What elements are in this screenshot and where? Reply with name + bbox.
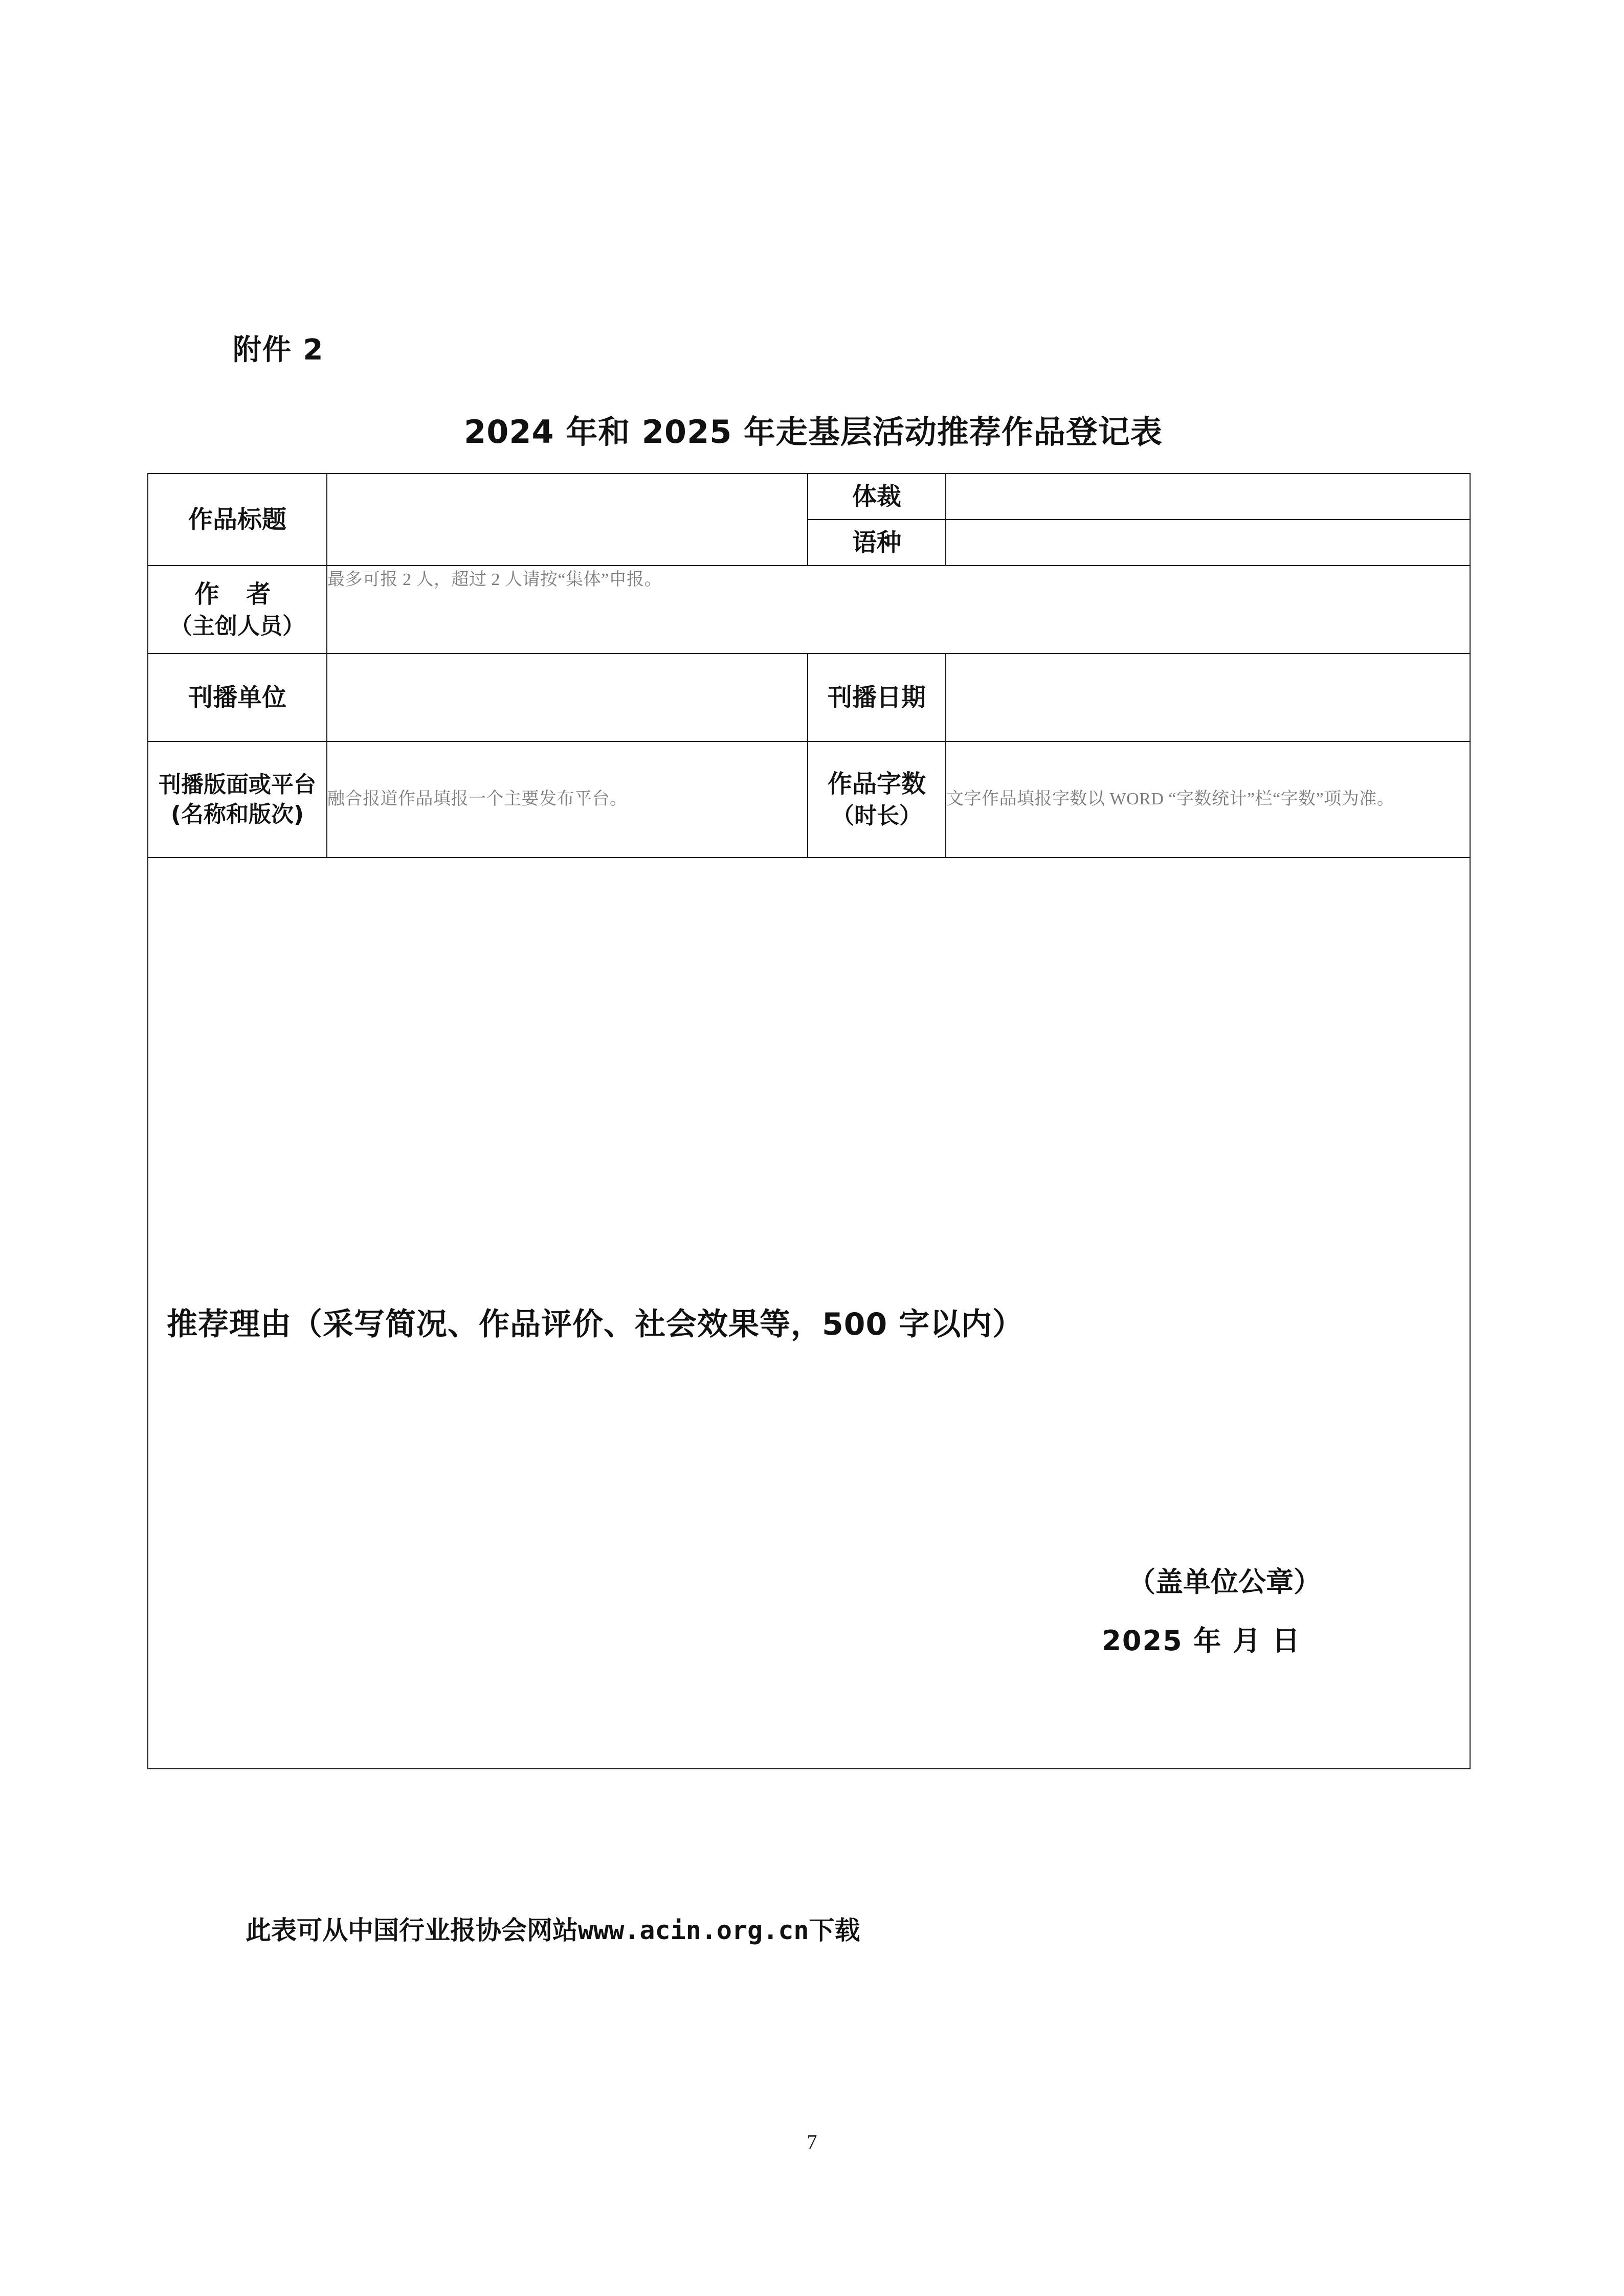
signature-date: 2025 年 月 日 xyxy=(1102,1625,1301,1657)
footer-note-suffix: 下载 xyxy=(809,1916,860,1945)
table-row-platform-wordcount xyxy=(148,741,1470,858)
attachment-label: 附件 2 xyxy=(233,333,324,367)
footer-note-prefix: 此表可从中国行业报协会网站 xyxy=(246,1916,578,1945)
label-wordcount-sub: （时长） xyxy=(832,803,922,829)
label-author xyxy=(148,566,327,654)
label-platform: 刊播版面或平台(名称和版次) xyxy=(148,741,327,858)
field-publish-date[interactable] xyxy=(946,654,1470,741)
reason-cell[interactable] xyxy=(148,858,1470,1769)
table-row-publisher xyxy=(148,654,1470,741)
table-row-author xyxy=(148,566,1470,654)
label-work-title: 作品标题 xyxy=(148,474,327,566)
table-row-title-genre xyxy=(148,474,1470,520)
registration-form-table xyxy=(147,473,1471,1769)
label-publisher: 刊播单位 xyxy=(148,654,327,741)
association-website-url[interactable]: www.acin.org.cn xyxy=(578,1916,809,1945)
label-author-sub: （主创人员） xyxy=(170,613,305,639)
label-genre: 体裁 xyxy=(808,474,946,520)
label-wordcount-main: 作品字数 xyxy=(827,770,926,799)
field-genre[interactable] xyxy=(946,474,1470,520)
table-row-reason xyxy=(148,858,1470,1769)
field-author-hint[interactable]: 最多可报 2 人，超过 2 人请按“集体”申报。 xyxy=(327,566,1470,654)
field-work-title[interactable] xyxy=(327,474,808,566)
field-wordcount-hint[interactable]: 文字作品填报字数以 WORD “字数统计”栏“字数”项为准。 xyxy=(946,741,1470,858)
footer-note xyxy=(246,1910,860,1947)
seal-placeholder: （盖单位公章） xyxy=(1128,1566,1321,1598)
label-language: 语种 xyxy=(808,520,946,566)
field-publisher[interactable] xyxy=(327,654,808,741)
label-publish-date: 刊播日期 xyxy=(808,654,946,741)
page-number: 7 xyxy=(807,2130,817,2153)
label-wordcount xyxy=(808,741,946,858)
field-platform-hint[interactable]: 融合报道作品填报一个主要发布平台。 xyxy=(327,741,808,858)
field-language[interactable] xyxy=(946,520,1470,566)
page-title: 2024 年和 2025 年走基层活动推荐作品登记表 xyxy=(464,413,1163,451)
label-author-main: 作 者 xyxy=(194,579,280,609)
reason-heading: 推荐理由（采写简况、作品评价、社会效果等，500 字以内） xyxy=(167,1307,1024,1342)
